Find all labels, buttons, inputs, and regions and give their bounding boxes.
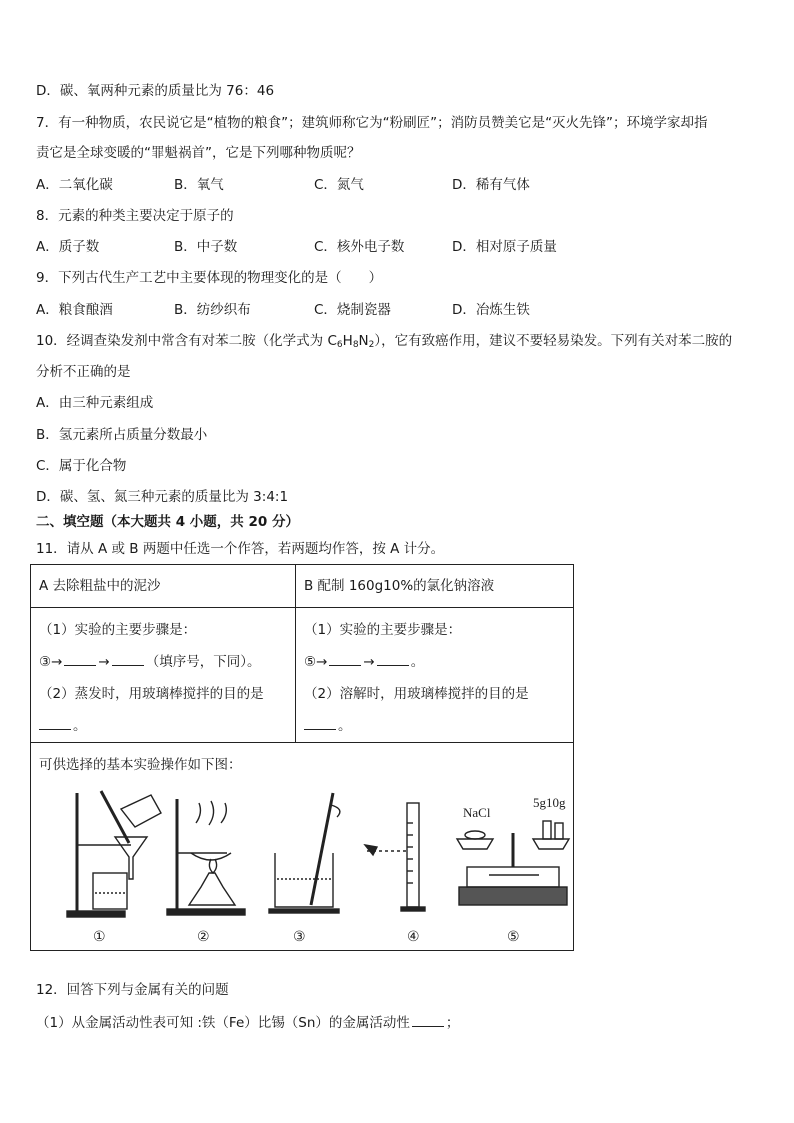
q11-stem: 11．请从 A 或 B 两题中任选一个作答，若两题均作答，按 A 计分。	[36, 541, 445, 557]
q10-stem-line1	[36, 331, 732, 355]
operations-title: 可供选择的基本实验操作如下图：	[39, 757, 242, 773]
measuring-cylinder	[365, 803, 425, 911]
q9-option-a: A．粮食酿酒	[36, 302, 113, 318]
answer-blank[interactable]	[64, 651, 96, 666]
filtration-apparatus	[67, 791, 161, 917]
apparatus-figure	[39, 783, 565, 943]
q7-option-c: C．氮气	[314, 177, 364, 193]
q11-b-q2: （2）溶解时，用玻璃棒搅拌的目的是	[304, 686, 529, 702]
evaporation-apparatus	[167, 799, 245, 915]
q10-stem-post: ），它有致癌作用，建议不要轻易染发。下列有关对苯二胺的	[374, 333, 733, 349]
section-heading: 二、填空题（本大题共 4 小题，共 20 分）	[36, 514, 299, 530]
q11-operations-cell	[31, 743, 574, 951]
answer-blank[interactable]	[112, 651, 144, 666]
q11-b-step-title: （1）实验的主要步骤是：	[304, 622, 462, 638]
q9-option-b: B．纺纱织布	[174, 302, 251, 318]
weights-label: 5g10g	[533, 795, 566, 810]
label-1: ①	[93, 929, 106, 945]
q9-option-c: C．烧制瓷器	[314, 302, 391, 318]
q10-option-c: C．属于化合物	[36, 458, 127, 474]
q8-stem: 8．元素的种类主要决定于原子的	[36, 208, 234, 224]
q10-option-b: B．氢元素所占质量分数最小	[36, 427, 208, 443]
q7-option-d: D．稀有气体	[452, 177, 530, 193]
label-2: ②	[197, 929, 210, 945]
q11-table	[30, 564, 574, 951]
q6-option-d: D．碳、氧两种元素的质量比为 76：46	[36, 83, 275, 99]
q7-stem-line2: 责它是全球变暖的“罪魁祸首”，它是下列哪种物质呢？	[36, 145, 361, 161]
answer-blank[interactable]	[39, 715, 71, 730]
q11-b-body	[296, 608, 574, 743]
q11-a-header: A 去除粗盐中的泥沙	[31, 565, 296, 608]
chemical-formula: $C_6H_8N_2$	[327, 333, 375, 350]
q12-stem: 12．回答下列与金属有关的问题	[36, 982, 229, 998]
q8-option-b: B．中子数	[174, 239, 238, 255]
q11-b-q2-answer: 。	[304, 710, 565, 742]
q11-a-steps: ③→ → （填序号，下同）。	[39, 646, 287, 678]
q8-option-a: A．质子数	[36, 239, 100, 255]
q8-option-d: D．相对原子质量	[452, 239, 557, 255]
q10-option-a: A．由三种元素组成	[36, 395, 154, 411]
q10-stem-pre: 10．经调查染发剂中常含有对苯二胺（化学式为	[36, 333, 328, 349]
answer-blank[interactable]	[377, 651, 409, 666]
q9-stem: 9．下列古代生产工艺中主要体现的物理变化的是（ ）	[36, 270, 383, 286]
q11-a-body	[31, 608, 296, 743]
q10-stem-line2: 分析不正确的是	[36, 364, 131, 380]
label-5: ⑤	[507, 929, 520, 945]
q7-option-a: A．二氧化碳	[36, 177, 113, 193]
q10-option-d: D．碳、氢、氮三种元素的质量比为 3:4:1	[36, 489, 289, 505]
label-3: ③	[293, 929, 306, 945]
label-4: ④	[407, 929, 420, 945]
q12-sub1: （1）从金属活动性表可知 :铁（Fe）比锡（Sn）的金属活动性 ；	[36, 1012, 459, 1033]
q11-b-steps: ⑤→ → 。	[304, 646, 565, 678]
q7-option-b: B．氧气	[174, 177, 224, 193]
answer-blank[interactable]	[329, 651, 361, 666]
answer-blank[interactable]	[412, 1012, 444, 1027]
answer-blank[interactable]	[304, 715, 336, 730]
stirring-apparatus	[269, 793, 340, 913]
q11-a-q2-answer: 。	[39, 710, 287, 742]
q8-option-c: C．核外电子数	[314, 239, 405, 255]
q7-stem-line1: 7．有一种物质，农民说它是“植物的粮食”；建筑师称它为“粉刷匠”；消防员赞美它是“灭火先锋”；环境学家却指	[36, 115, 708, 131]
apparatus-drawing	[31, 783, 575, 951]
q11-b-header: B 配制 160g10%的氯化钠溶液	[296, 565, 574, 608]
q11-a-step-title: （1）实验的主要步骤是：	[39, 622, 197, 638]
nacl-label: NaCl	[463, 805, 491, 820]
balance-apparatus	[457, 821, 569, 905]
q9-option-d: D．冶炼生铁	[452, 302, 530, 318]
q11-a-q2: （2）蒸发时，用玻璃棒搅拌的目的是	[39, 686, 264, 702]
